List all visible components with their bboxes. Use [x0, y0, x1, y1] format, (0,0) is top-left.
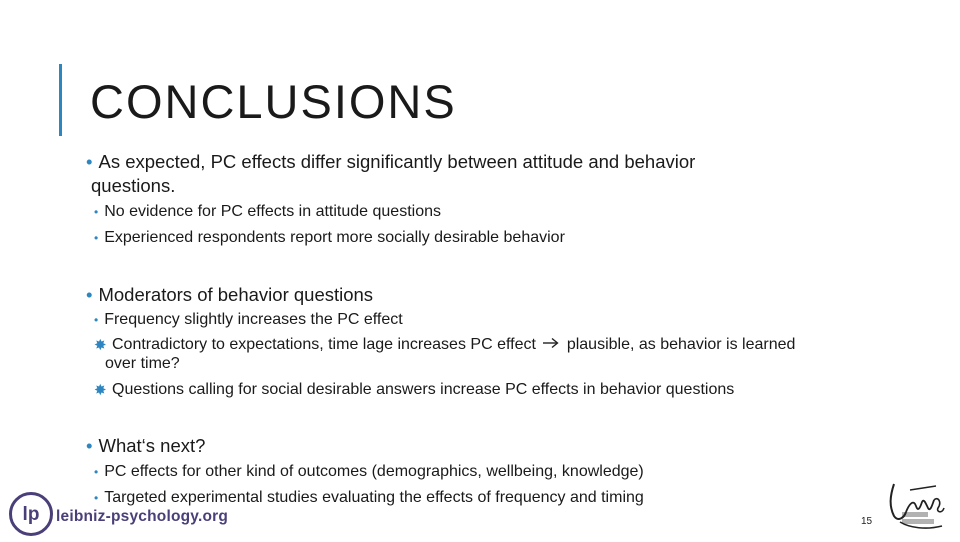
bullet-icon: • [94, 205, 99, 219]
svg-text:lp: lp [22, 504, 40, 525]
section-3-heading: • What‘s next? [86, 435, 206, 456]
org-logo-text: leibniz-psychology.org [56, 508, 229, 525]
section-1-sub-1: • No evidence for PC effects in attitude questions [94, 203, 441, 220]
bullet-icon: • [86, 151, 93, 172]
section-2-heading: • Moderators of behavior questions [86, 284, 374, 305]
section-1-text: As expected, PC effects differ significantly between attitude and behavior [98, 151, 696, 172]
leibniz-signature-logo [880, 478, 950, 534]
section-3-sub-1: • PC effects for other kind of outcomes (demographics, wellbeing, knowledge) [94, 463, 644, 480]
slide-title: CONCLUSIONS [90, 75, 457, 128]
section-2-starred-2: Questions calling for social desirable answers increase PC effects in behavior questions [112, 381, 735, 398]
section-1-line-2: questions. [91, 175, 176, 196]
section-2-starred-1: Contradictory to expectations, time lage increases PC effect plausible, as behavior is learned [112, 336, 796, 353]
page-number: 15 [861, 516, 873, 527]
star-bullet-icon: ✸ [94, 382, 107, 399]
star-bullet-icon: ✸ [94, 337, 107, 354]
bullet-icon: • [94, 313, 99, 327]
arrow-right-icon [542, 335, 560, 355]
bullet-icon: • [86, 284, 93, 305]
leibniz-psychology-logo-icon [8, 491, 54, 537]
section-1-sub-2: • Experienced respondents report more socially desirable behavior [94, 229, 565, 246]
section-1-line-1 [86, 150, 695, 173]
section-3-sub-2: • Targeted experimental studies evaluating the effects of frequency and timing [94, 489, 644, 506]
bullet-icon: • [94, 465, 99, 479]
section-2-sub-1: • Frequency slightly increases the PC effect [94, 311, 403, 328]
bullet-icon: • [94, 491, 99, 505]
bullet-icon: • [86, 435, 93, 456]
section-2-starred-1-line-2: over time? [105, 355, 180, 372]
bullet-icon: • [94, 231, 99, 245]
